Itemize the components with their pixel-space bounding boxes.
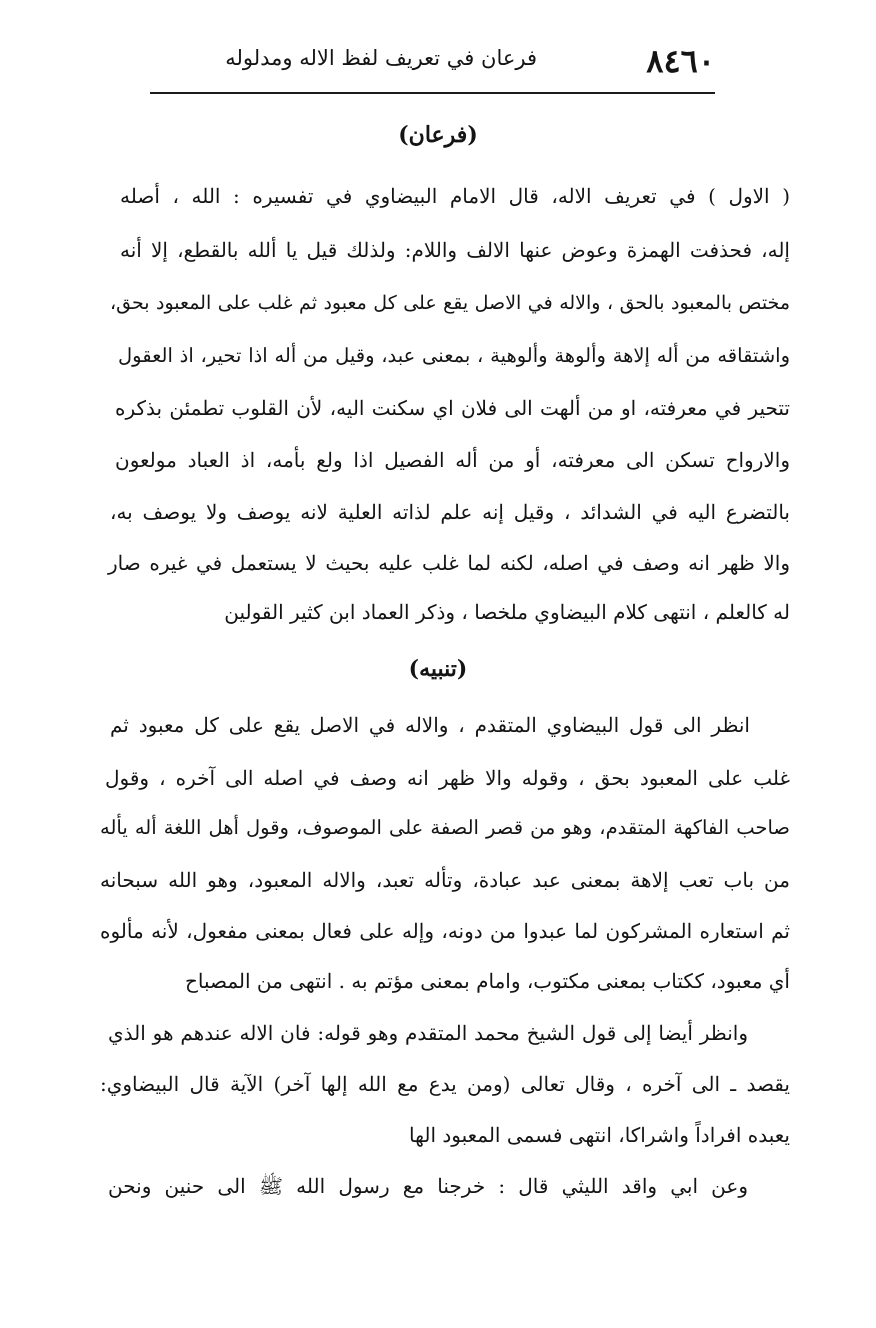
text-line: والارواح تسكن الى معرفته، أو من أله الفصيل اذا ولع بأمه، اذ العباد مولعون xyxy=(115,448,790,472)
text-line: والا ظهر انه وصف في اصله، لكنه لما غلب عليه بحيث لا يستعمل في غيره صار xyxy=(108,551,790,575)
text-line: أي معبود، ككتاب بمعنى مكتوب، وامام بمعنى مؤتم به . انتهى من المصباح xyxy=(184,969,790,993)
text-line: إله، فحذفت الهمزة وعوض عنها الالف واللام: ولذلك قيل يا ألله بالقطع، إلا أنه xyxy=(120,238,790,262)
text-line: يعبده افراداً واشراكا، انتهى فسمى المعبود الها xyxy=(409,1123,790,1147)
text-line: انظر الى قول البيضاوي المتقدم ، والاله في الاصل يقع على كل معبود ثم xyxy=(110,713,750,737)
text-line: صاحب الفاكهة المتقدم، وهو من قصر الصفة على الموصوف، وقول أهل اللغة أله يأله xyxy=(100,816,790,839)
text-line: ثم استعاره المشركون لما عبدوا من دونه، وإله على فعال بمعنى مفعول، لأنه مألوه xyxy=(100,919,790,943)
text-line: ( الاول ) في تعريف الاله، قال الامام البيضاوي في تفسيره : الله ، أصله xyxy=(120,184,790,208)
text-line: واشتقاقه من أله إلاهة وألوهة وألوهية ، بمعنى عبد، وقيل من أله اذا تحير، اذ العقول xyxy=(118,344,790,367)
text-line: وانظر أيضا إلى قول الشيخ محمد المتقدم وهو قوله: فان الاله عندهم هو الذي xyxy=(108,1021,748,1045)
section-heading-notice: (تنبيه) xyxy=(408,656,468,682)
text-line: وعن ابي واقد الليثي قال : خرجنا مع رسول الله ﷺ الى حنين ونحن xyxy=(108,1174,749,1198)
header-rule xyxy=(150,92,715,94)
page-number: ٨٤٦٠ xyxy=(646,42,715,80)
text-line: تتحير في معرفته، او من ألهت الى فلان اي سكنت اليه، لأن القلوب تطمئن بذكره xyxy=(115,396,790,420)
page-header xyxy=(110,42,715,88)
text-line: له كالعلم ، انتهى كلام البيضاوي ملخصا ، وذكر العماد ابن كثير القولين xyxy=(224,600,790,624)
running-title: فرعان في تعريف لفظ الاله ومدلوله xyxy=(225,46,537,70)
section-heading-branches: (فرعان) xyxy=(398,122,478,148)
text-line: غلب على المعبود بحق ، وقوله والا ظهر انه وصف في اصله الى آخره ، وقول xyxy=(105,766,790,790)
text-line: مختص بالمعبود بالحق ، والاله في الاصل يقع على كل معبود ثم غلب على المعبود بحق، xyxy=(110,292,790,314)
text-line: من باب تعب إلاهة بمعنى عبد عبادة، وتأله تعبد، والاله المعبود، وهو الله سبحانه xyxy=(100,868,790,892)
text-line: يقصد ـ الى آخره ، وقال تعالى (ومن يدع مع الله إلها آخر) الآية قال البيضاوي: xyxy=(100,1072,790,1096)
text-line: بالتضرع اليه في الشدائد ، وقيل إنه علم لذاته العلية لانه يوصف ولا يوصف به، xyxy=(110,500,790,524)
